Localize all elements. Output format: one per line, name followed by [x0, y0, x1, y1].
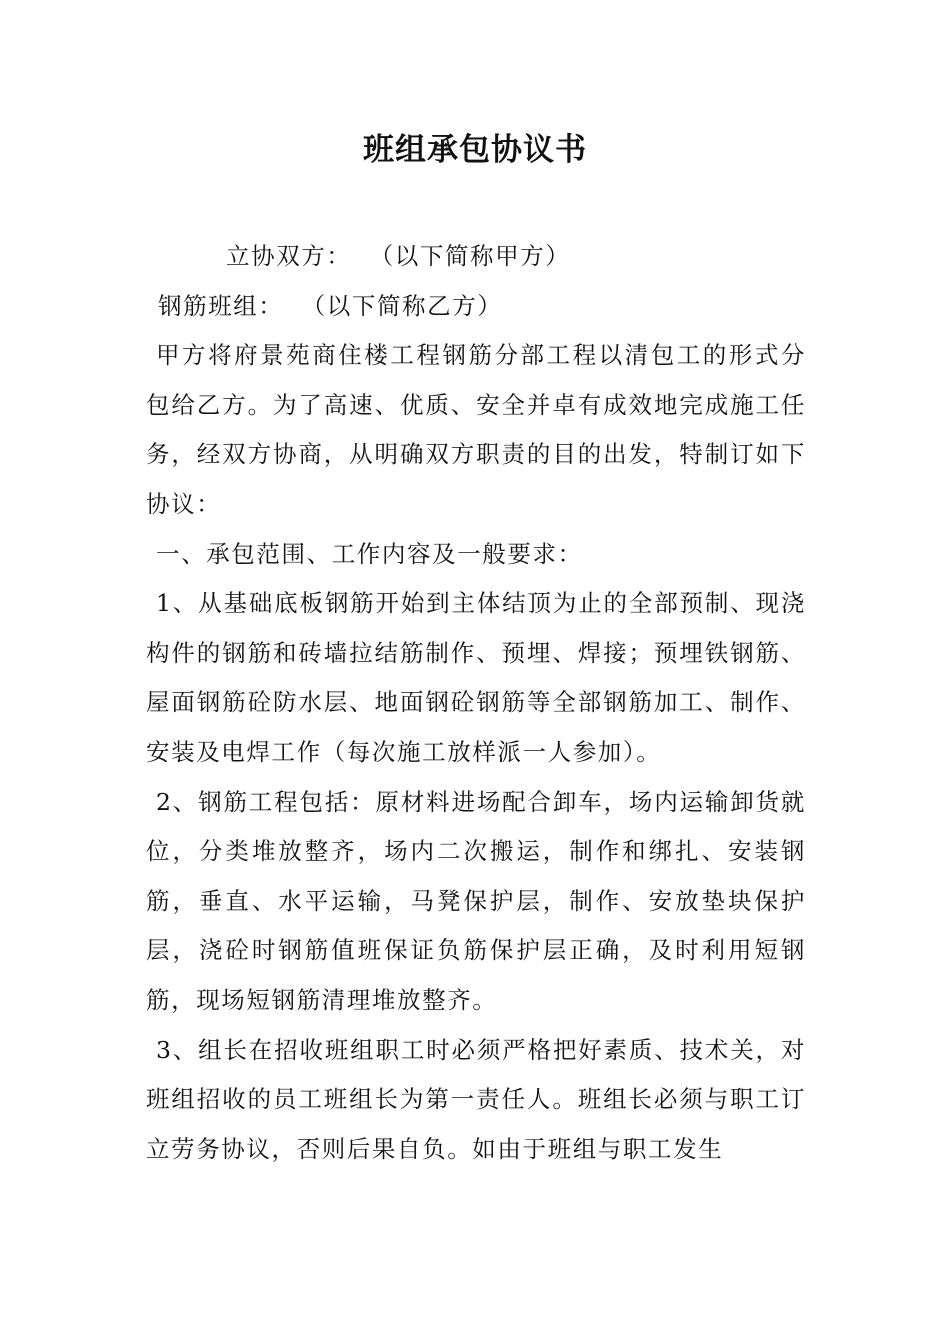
clause-2: 2、钢筋工程包括：原材料进场配合卸车，场内运输卸货就位，分类堆放整齐，场内二次搬运，制作和绑扎、安装钢筋，垂直、水平运输，马凳保护层，制作、安放垫块保护层，浇砼时钢筋值班保证负筋保护层正确，及时利用短钢筋，现场短钢筋清理堆放整齐。 [146, 787, 806, 1014]
section-heading: 一、承包范围、工作内容及一般要求： [156, 539, 583, 568]
clause-3: 3、组长在招收班组职工时必须严格把好素质、技术关，对班组招收的员工班组长为第一责任人。班组长必须与职工订立劳务协议，否则后果自负。如由于班组与职工发生 [146, 1035, 806, 1163]
document-title: 班组承包协议书 [363, 132, 587, 168]
party-b-line: 钢筋班组： （以下简称乙方） [158, 291, 503, 320]
clause-1: 1、从基础底板钢筋开始到主体结顶为止的全部预制、现浇构件的钢筋和砖墙拉结筋制作、预埋、焊接；预埋铁钢筋、屋面钢筋砼防水层、地面钢砼钢筋等全部钢筋加工、制作、安装及电焊工作（每次施工放样派一人参加）。 [146, 589, 806, 766]
intro-paragraph: 甲方将府景苑商住楼工程钢筋分部工程以清包工的形式分包给乙方。为了高速、优质、安全并卓有成效地完成施工任务，经双方协商，从明确双方职责的目的出发，特制订如下协议： [146, 341, 806, 518]
document-body [146, 232, 806, 1174]
party-a-line: 立协双方： （以下简称甲方） [226, 242, 571, 270]
